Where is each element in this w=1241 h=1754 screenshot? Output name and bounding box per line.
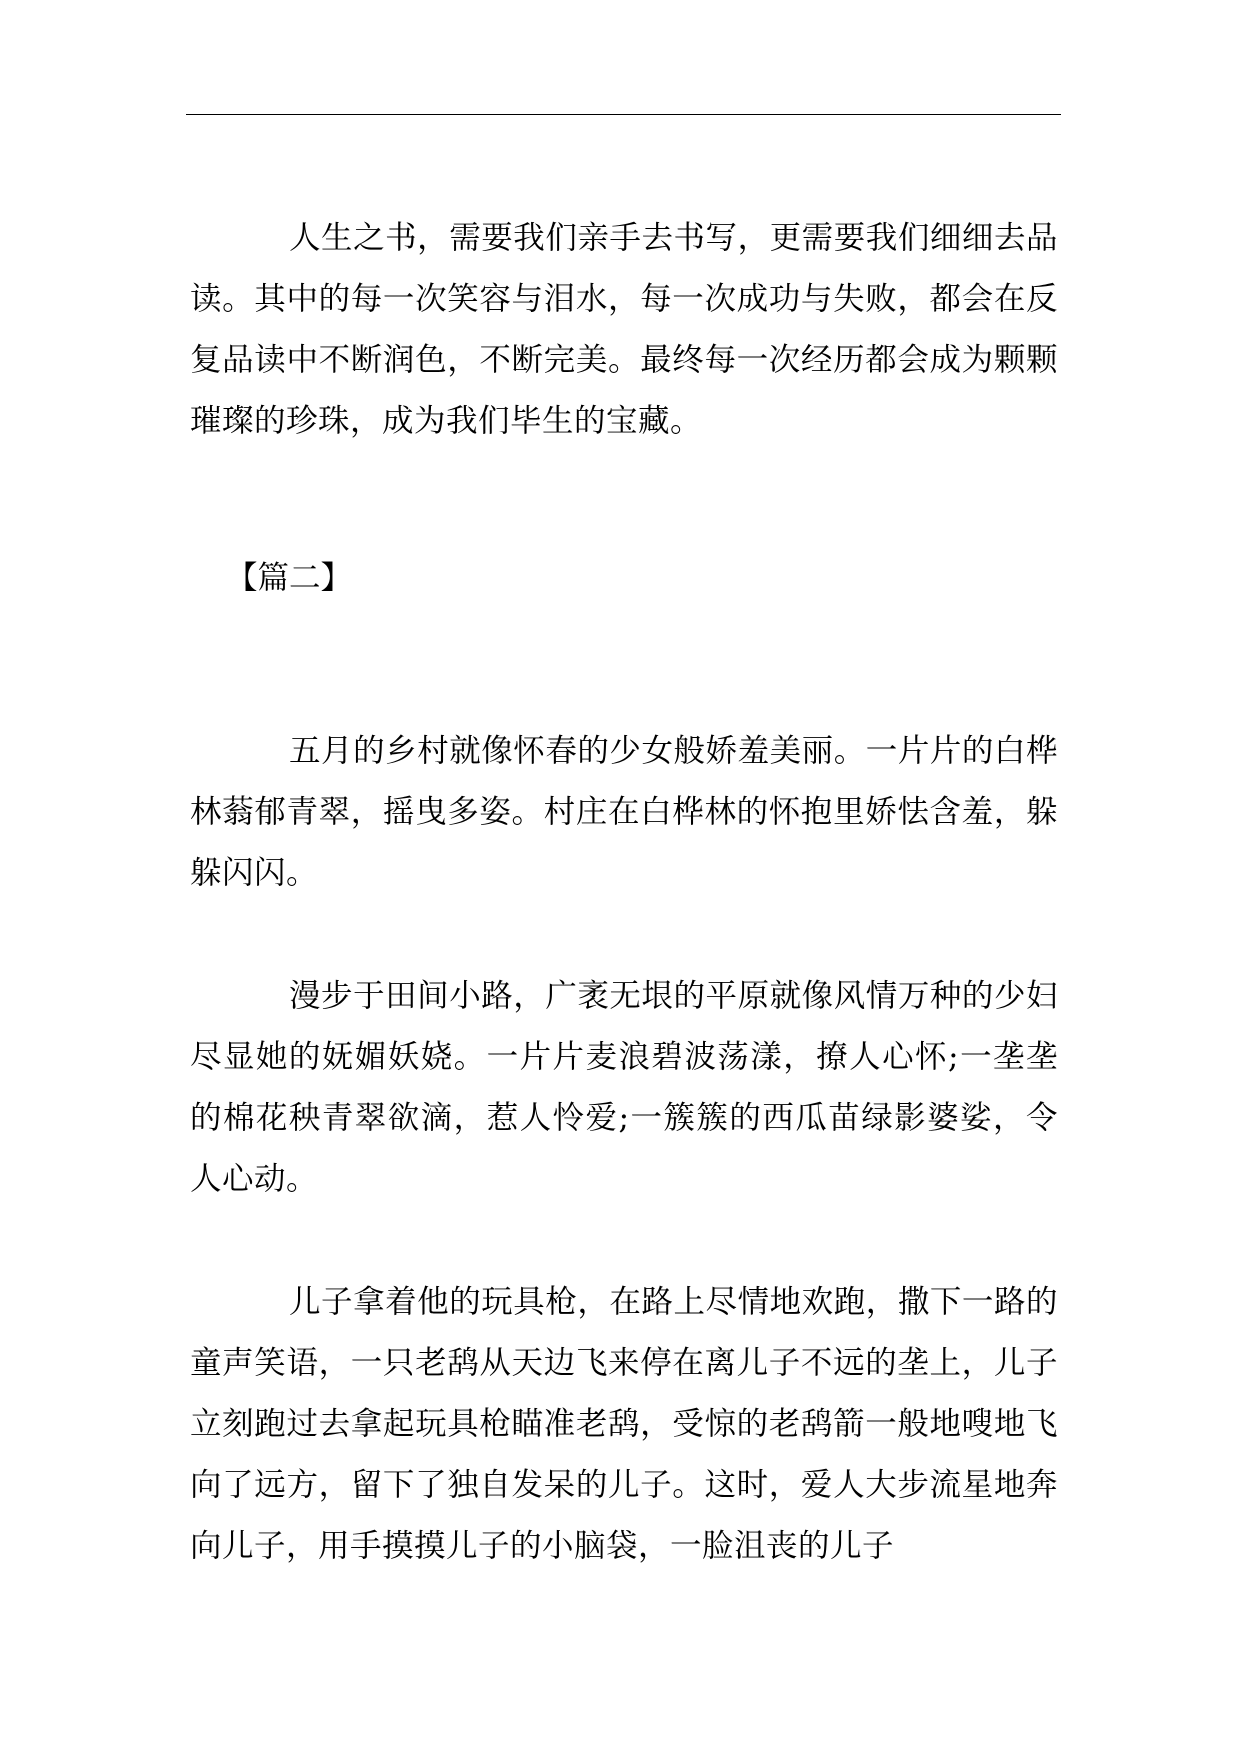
paragraph: 五月的乡村就像怀春的少女般娇羞美丽。一片片的白桦林蓊郁青翠，摇曳多姿。村庄在白桦林的怀抱里娇怯含羞，躲躲闪闪。 [190, 733, 1058, 891]
section-heading: 【篇二】 [226, 560, 353, 596]
paragraph: 人生之书，需要我们亲手去书写，更需要我们细细去品读。其中的每一次笑容与泪水，每一次成功与失败，都会在反复品读中不断润色，不断完美。最终每一次经历都会成为颗颗璀璨的珍珠，成为我们毕生的宝藏。 [190, 220, 1058, 439]
spacer [190, 452, 1058, 548]
paragraph: 漫步于田间小路，广袤无垠的平原就像风情万种的少妇尽显她的妩媚妖娆。一片片麦浪碧波荡漾，撩人心怀;一垄垄的棉花秧青翠欲滴，惹人怜爱;一簇簇的西瓜苗绿影婆娑，令人心动。 [190, 978, 1058, 1197]
header-rule [186, 114, 1061, 115]
spacer [190, 1210, 1058, 1272]
document-body [190, 208, 1058, 1577]
spacer [190, 609, 1058, 721]
spacer [190, 904, 1058, 966]
paragraph: 儿子拿着他的玩具枪，在路上尽情地欢跑，撒下一路的童声笑语，一只老鸹从天边飞来停在离儿子不远的垄上，儿子立刻跑过去拿起玩具枪瞄准老鸹，受惊的老鸹箭一般地嗖地飞向了远方，留下了独自发呆的儿子。这时，爱人大步流星地奔向儿子，用手摸摸儿子的小脑袋，一脸沮丧的儿子 [190, 1284, 1058, 1564]
